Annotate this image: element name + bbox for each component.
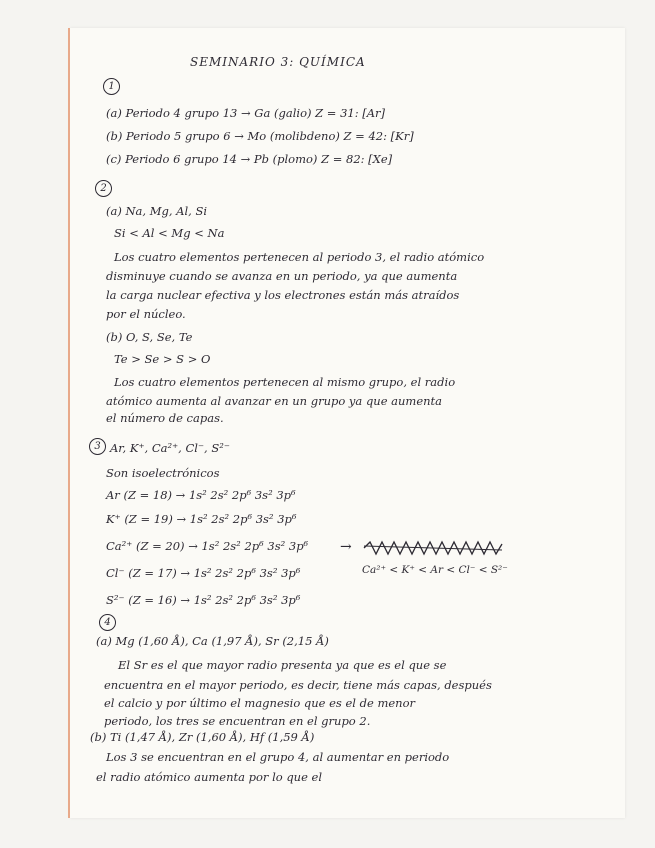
- q3-config-k: K⁺ (Z = 19) → 1s² 2s² 2p⁶ 3s² 3p⁶: [106, 512, 297, 526]
- q2b-explanation-line: Los cuatro elementos pertenecen al mismo grupo, el radio: [114, 375, 456, 389]
- q3-species: Ar, K⁺, Ca²⁺, Cl⁻, S²⁻: [110, 441, 230, 455]
- q3-note: Son isoelectrónicos: [106, 466, 220, 480]
- q2a-elements: (a) Na, Mg, Al, Si: [106, 204, 208, 218]
- q4a-explanation-line: periodo, los tres se encuentran en el grupo 2.: [104, 714, 371, 728]
- q2a-explanation-line: la carga nuclear efectiva y los electrones están más atraídos: [106, 288, 460, 302]
- q2a-explanation-line: por el núcleo.: [106, 307, 186, 321]
- q4b-values: (b) Ti (1,47 Å), Zr (1,60 Å), Hf (1,59 Å): [90, 730, 315, 744]
- q4b-explanation-line: Los 3 se encuentran en el grupo 4, al aumentar en periodo: [106, 750, 450, 764]
- question-3-number: 3: [89, 438, 106, 455]
- q2a-explanation-line: Los cuatro elementos pertenecen al periodo 3, el radio atómico: [114, 250, 485, 264]
- page-title: SEMINARIO 3: QUÍMICA: [190, 55, 366, 69]
- q2a-order: Si < Al < Mg < Na: [114, 226, 225, 240]
- question-1-number: 1: [103, 78, 120, 95]
- q3-arrow: →: [340, 539, 352, 555]
- q4a-explanation-line: El Sr es el que mayor radio presenta ya que es el que se: [118, 658, 447, 672]
- question-2-number: 2: [95, 180, 112, 197]
- q1-item-c: (c) Periodo 6 grupo 14 → Pb (plomo) Z = 82: [Xe]: [106, 152, 393, 166]
- q3-radius-order: Ca²⁺ < K⁺ < Ar < Cl⁻ < S²⁻: [362, 564, 508, 576]
- q2a-explanation-line: disminuye cuando se avanza en un periodo, ya que aumenta: [106, 269, 458, 283]
- q3-config-ar: Ar (Z = 18) → 1s² 2s² 2p⁶ 3s² 3p⁶: [106, 488, 296, 502]
- q3-config-ca: Ca²⁺ (Z = 20) → 1s² 2s² 2p⁶ 3s² 3p⁶: [106, 539, 309, 553]
- q2b-elements: (b) O, S, Se, Te: [106, 330, 193, 344]
- q4b-explanation-line: el radio atómico aumenta por lo que el: [96, 770, 323, 784]
- q3-config-cl: Cl⁻ (Z = 17) → 1s² 2s² 2p⁶ 3s² 3p⁶: [106, 566, 301, 580]
- q4a-values: (a) Mg (1,60 Å), Ca (1,97 Å), Sr (2,15 Å): [96, 634, 329, 648]
- question-4-number: 4: [99, 614, 116, 631]
- q2b-explanation-line: el número de capas.: [106, 411, 224, 425]
- q2b-explanation-line: atómico aumenta al avanzar en un grupo ya que aumenta: [106, 394, 443, 408]
- margin-line: [68, 28, 70, 818]
- q4a-explanation-line: encuentra en el mayor periodo, es decir, tiene más capas, después: [104, 678, 492, 692]
- q2b-order: Te > Se > S > O: [114, 352, 211, 366]
- q1-item-a: (a) Periodo 4 grupo 13 → Ga (galio) Z = 31: [Ar]: [106, 106, 386, 120]
- crossed-out-scribble: [362, 540, 512, 556]
- q3-config-s: S²⁻ (Z = 16) → 1s² 2s² 2p⁶ 3s² 3p⁶: [106, 593, 301, 607]
- q4a-explanation-line: el calcio y por último el magnesio que es el de menor: [104, 696, 415, 710]
- q1-item-b: (b) Periodo 5 grupo 6 → Mo (molibdeno) Z = 42: [Kr]: [106, 129, 414, 143]
